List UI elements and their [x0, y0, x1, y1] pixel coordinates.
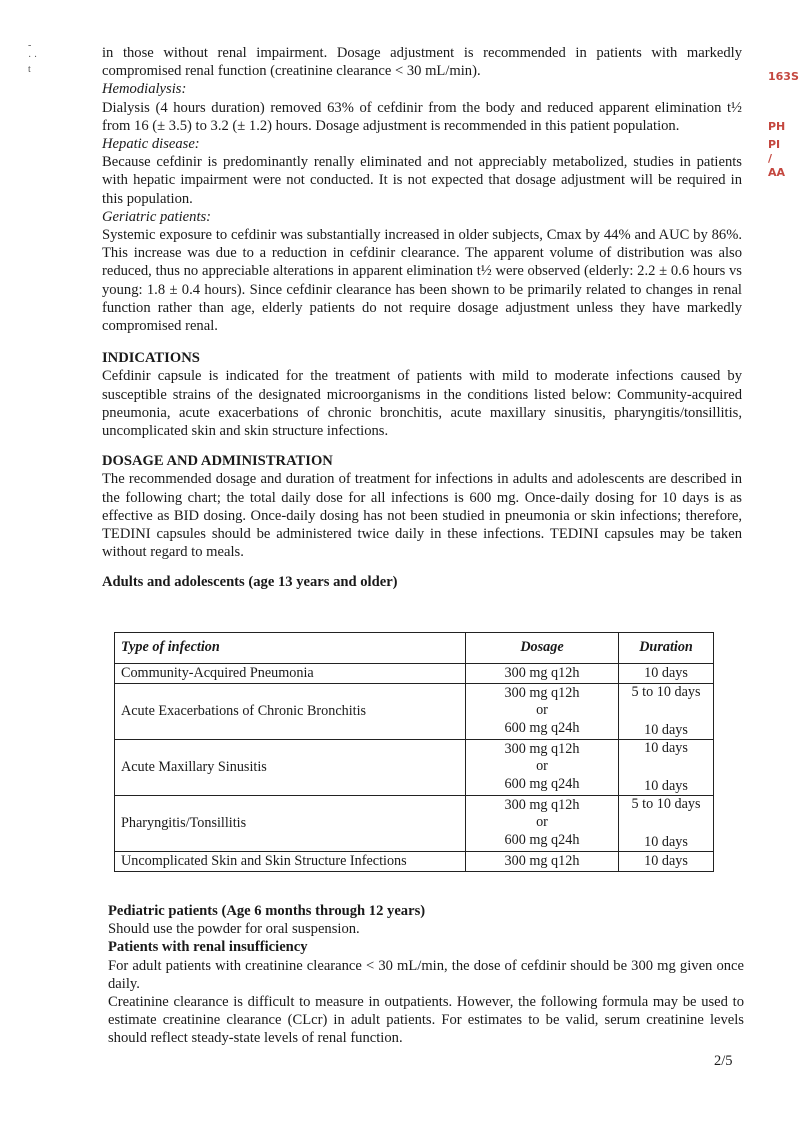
table-row	[115, 664, 714, 684]
stamp-line: /	[768, 152, 773, 165]
renal-paragraph-2: Creatinine clearance is difficult to measure in outpatients. However, the following formula may be used to estimate creatinine clearance (CLcr) in adult patients. For estimates to be valid, serum creatinine levels should reflect steady-state levels of renal function.	[108, 994, 744, 1047]
infection-cell: Acute Maxillary Sinusitis	[115, 740, 466, 796]
pediatric-paragraph: Should use the powder for oral suspension.	[108, 921, 360, 938]
duration-cell: 10 days	[619, 852, 714, 872]
header-dosage: Dosage	[466, 633, 619, 664]
dosage-heading: DOSAGE AND ADMINISTRATION	[102, 453, 333, 470]
red-stamp	[768, 70, 798, 180]
dosage-cell: 300 mg q12h	[466, 664, 619, 684]
table-header-row	[115, 633, 714, 664]
table-row	[115, 852, 714, 872]
after-table-text	[108, 902, 744, 1048]
table-title: Adults and adolescents (age 13 years and older)	[102, 574, 398, 591]
intro-paragraph: in those without renal impairment. Dosage adjustment is recommended in patients with markedly compromised renal function (creatinine clearance < 30 mL/min).	[102, 45, 742, 80]
geriatric-subtitle: Geriatric patients:	[102, 208, 212, 225]
infection-cell: Uncomplicated Skin and Skin Structure Infections	[115, 852, 466, 872]
stamp-line: PH	[768, 120, 786, 133]
infection-cell: Pharyngitis/Tonsillitis	[115, 796, 466, 852]
duration-cell: 10 days 10 days	[619, 740, 714, 796]
indications-heading: INDICATIONS	[102, 350, 200, 367]
stamp-line: PI	[768, 138, 781, 151]
hemodialysis-subtitle: Hemodialysis:	[102, 81, 187, 98]
header-duration: Duration	[619, 633, 714, 664]
hemodialysis-paragraph: Dialysis (4 hours duration) removed 63% of cefdinir from the body and reduced apparent elimination t½ from 16 (± 3.5) to 3.2 (± 1.2) hours. Dosage adjustment is recommended in this patient population.	[102, 99, 742, 134]
duration-cell: 5 to 10 days 10 days	[619, 796, 714, 852]
infection-cell: Community-Acquired Pneumonia	[115, 664, 466, 684]
indications-paragraph: Cefdinir capsule is indicated for the treatment of patients with mild to moderate infections caused by susceptible strains of the designated microorganisms in the conditions listed below: Community-acquired pneumonia, acute exacerbations of chronic bronchitis, acute maxillary sinusitis, pharyngitis/tonsillitis, uncomplicated skin and skin structure infections.	[102, 368, 742, 440]
hepatic-paragraph: Because cefdinir is predominantly renally eliminated and not appreciably metabolized, studies in patients with hepatic impairment were not conducted. It is not expected that dosage adjustment will be required in this population.	[102, 154, 742, 207]
hepatic-subtitle: Hepatic disease:	[102, 136, 200, 153]
main-text	[102, 44, 742, 592]
dosage-cell: 300 mg q12h or 600 mg q24h	[466, 740, 619, 796]
renal-heading: Patients with renal insufficiency	[108, 939, 308, 956]
table-row	[115, 740, 714, 796]
dosage-cell: 300 mg q12h or 600 mg q24h	[466, 796, 619, 852]
stamp-line: 163S	[768, 70, 799, 83]
renal-paragraph-1: For adult patients with creatinine clearance < 30 mL/min, the dose of cefdinir should be 300 mg given once daily.	[108, 957, 744, 992]
dosage-cell: 300 mg q12h	[466, 852, 619, 872]
table-row	[115, 684, 714, 740]
infection-cell: Acute Exacerbations of Chronic Bronchitis	[115, 684, 466, 740]
pediatric-heading: Pediatric patients (Age 6 months through 12 years)	[108, 903, 426, 919]
dosage-cell: 300 mg q12h or 600 mg q24h	[466, 684, 619, 740]
dosage-table	[114, 632, 714, 872]
stamp-line: AA	[768, 166, 786, 179]
table-row	[115, 796, 714, 852]
duration-cell: 5 to 10 days 10 days	[619, 684, 714, 740]
dosage-paragraph: The recommended dosage and duration of treatment for infections in adults and adolescents are described in the following chart; the total daily dose for all infections is 600 mg. Once-daily dosing for 10 days is as effective as BID dosing. Once-daily dosing has not been studied in pneumonia or skin infections; therefore, TEDINI capsules should be administered twice daily in these infections. TEDINI capsules may be taken without regard to meals.	[102, 471, 742, 561]
margin-marks: - · · t	[28, 40, 38, 75]
duration-cell: 10 days	[619, 664, 714, 684]
header-infection: Type of infection	[115, 633, 466, 664]
geriatric-paragraph: Systemic exposure to cefdinir was substantially increased in older subjects, Cmax by 44% and AUC by 86%. This increase was due to a reduction in cefdinir clearance. The apparent volume of distribution was also reduced, thus no appreciable alterations in apparent elimination t½ were observed (elderly: 2.2 ± 0.6 hours vs young: 1.8 ± 0.4 hours). Since cefdinir clearance has been shown to be primarily related to changes in renal function rather than age, elderly patients do not require dosage adjustment unless they have markedly compromised renal.	[102, 227, 742, 335]
page-number: 2/5	[714, 1053, 733, 1069]
